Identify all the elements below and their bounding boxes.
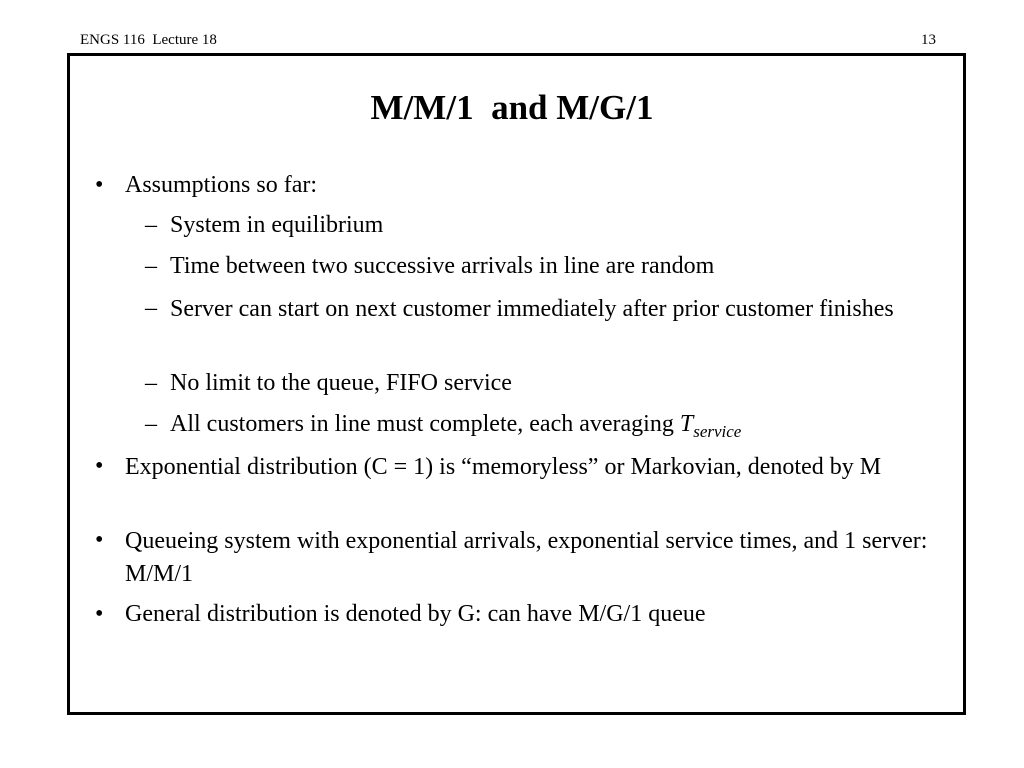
bullet-marker: • — [95, 453, 104, 479]
course-header: ENGS 116 Lecture 18 — [80, 32, 217, 48]
dash-marker: – — [145, 370, 157, 396]
sub-item-arrivals-random: Time between two successive arrivals in line are random — [170, 253, 715, 279]
page-number: 13 — [921, 32, 936, 48]
bullet-assumptions: Assumptions so far: — [125, 172, 317, 198]
sub-item-all-complete-text: All customers in line must complete, each averaging — [170, 411, 680, 437]
dash-marker: – — [145, 411, 157, 437]
bullet-general: General distribution is denoted by G: can have M/G/1 queue — [125, 601, 706, 627]
bullet-marker: • — [95, 601, 104, 627]
bullet-marker: • — [95, 527, 104, 553]
sub-item-no-limit: No limit to the queue, FIFO service — [170, 370, 512, 396]
sub-item-all-complete — [170, 409, 935, 439]
dash-marker: – — [145, 295, 157, 321]
t-service-subscript: service — [693, 422, 742, 441]
sub-item-server-start: Server can start on next customer immediately after prior customer finishes — [170, 296, 894, 322]
sub-item-equilibrium: System in equilibrium — [170, 212, 384, 238]
bullet-exponential: Exponential distribution (C = 1) is “memoryless” or Markovian, denoted by M — [125, 454, 882, 480]
dash-marker: – — [145, 212, 157, 238]
bullet-mm1: Queueing system with exponential arrivals, exponential service times, and 1 server: M/M/1 — [125, 528, 928, 587]
t-service-symbol: T — [679, 411, 694, 437]
dash-marker: – — [145, 253, 157, 279]
bullet-marker: • — [95, 172, 104, 198]
slide-title: M/M/1 and M/G/1 — [370, 88, 654, 127]
